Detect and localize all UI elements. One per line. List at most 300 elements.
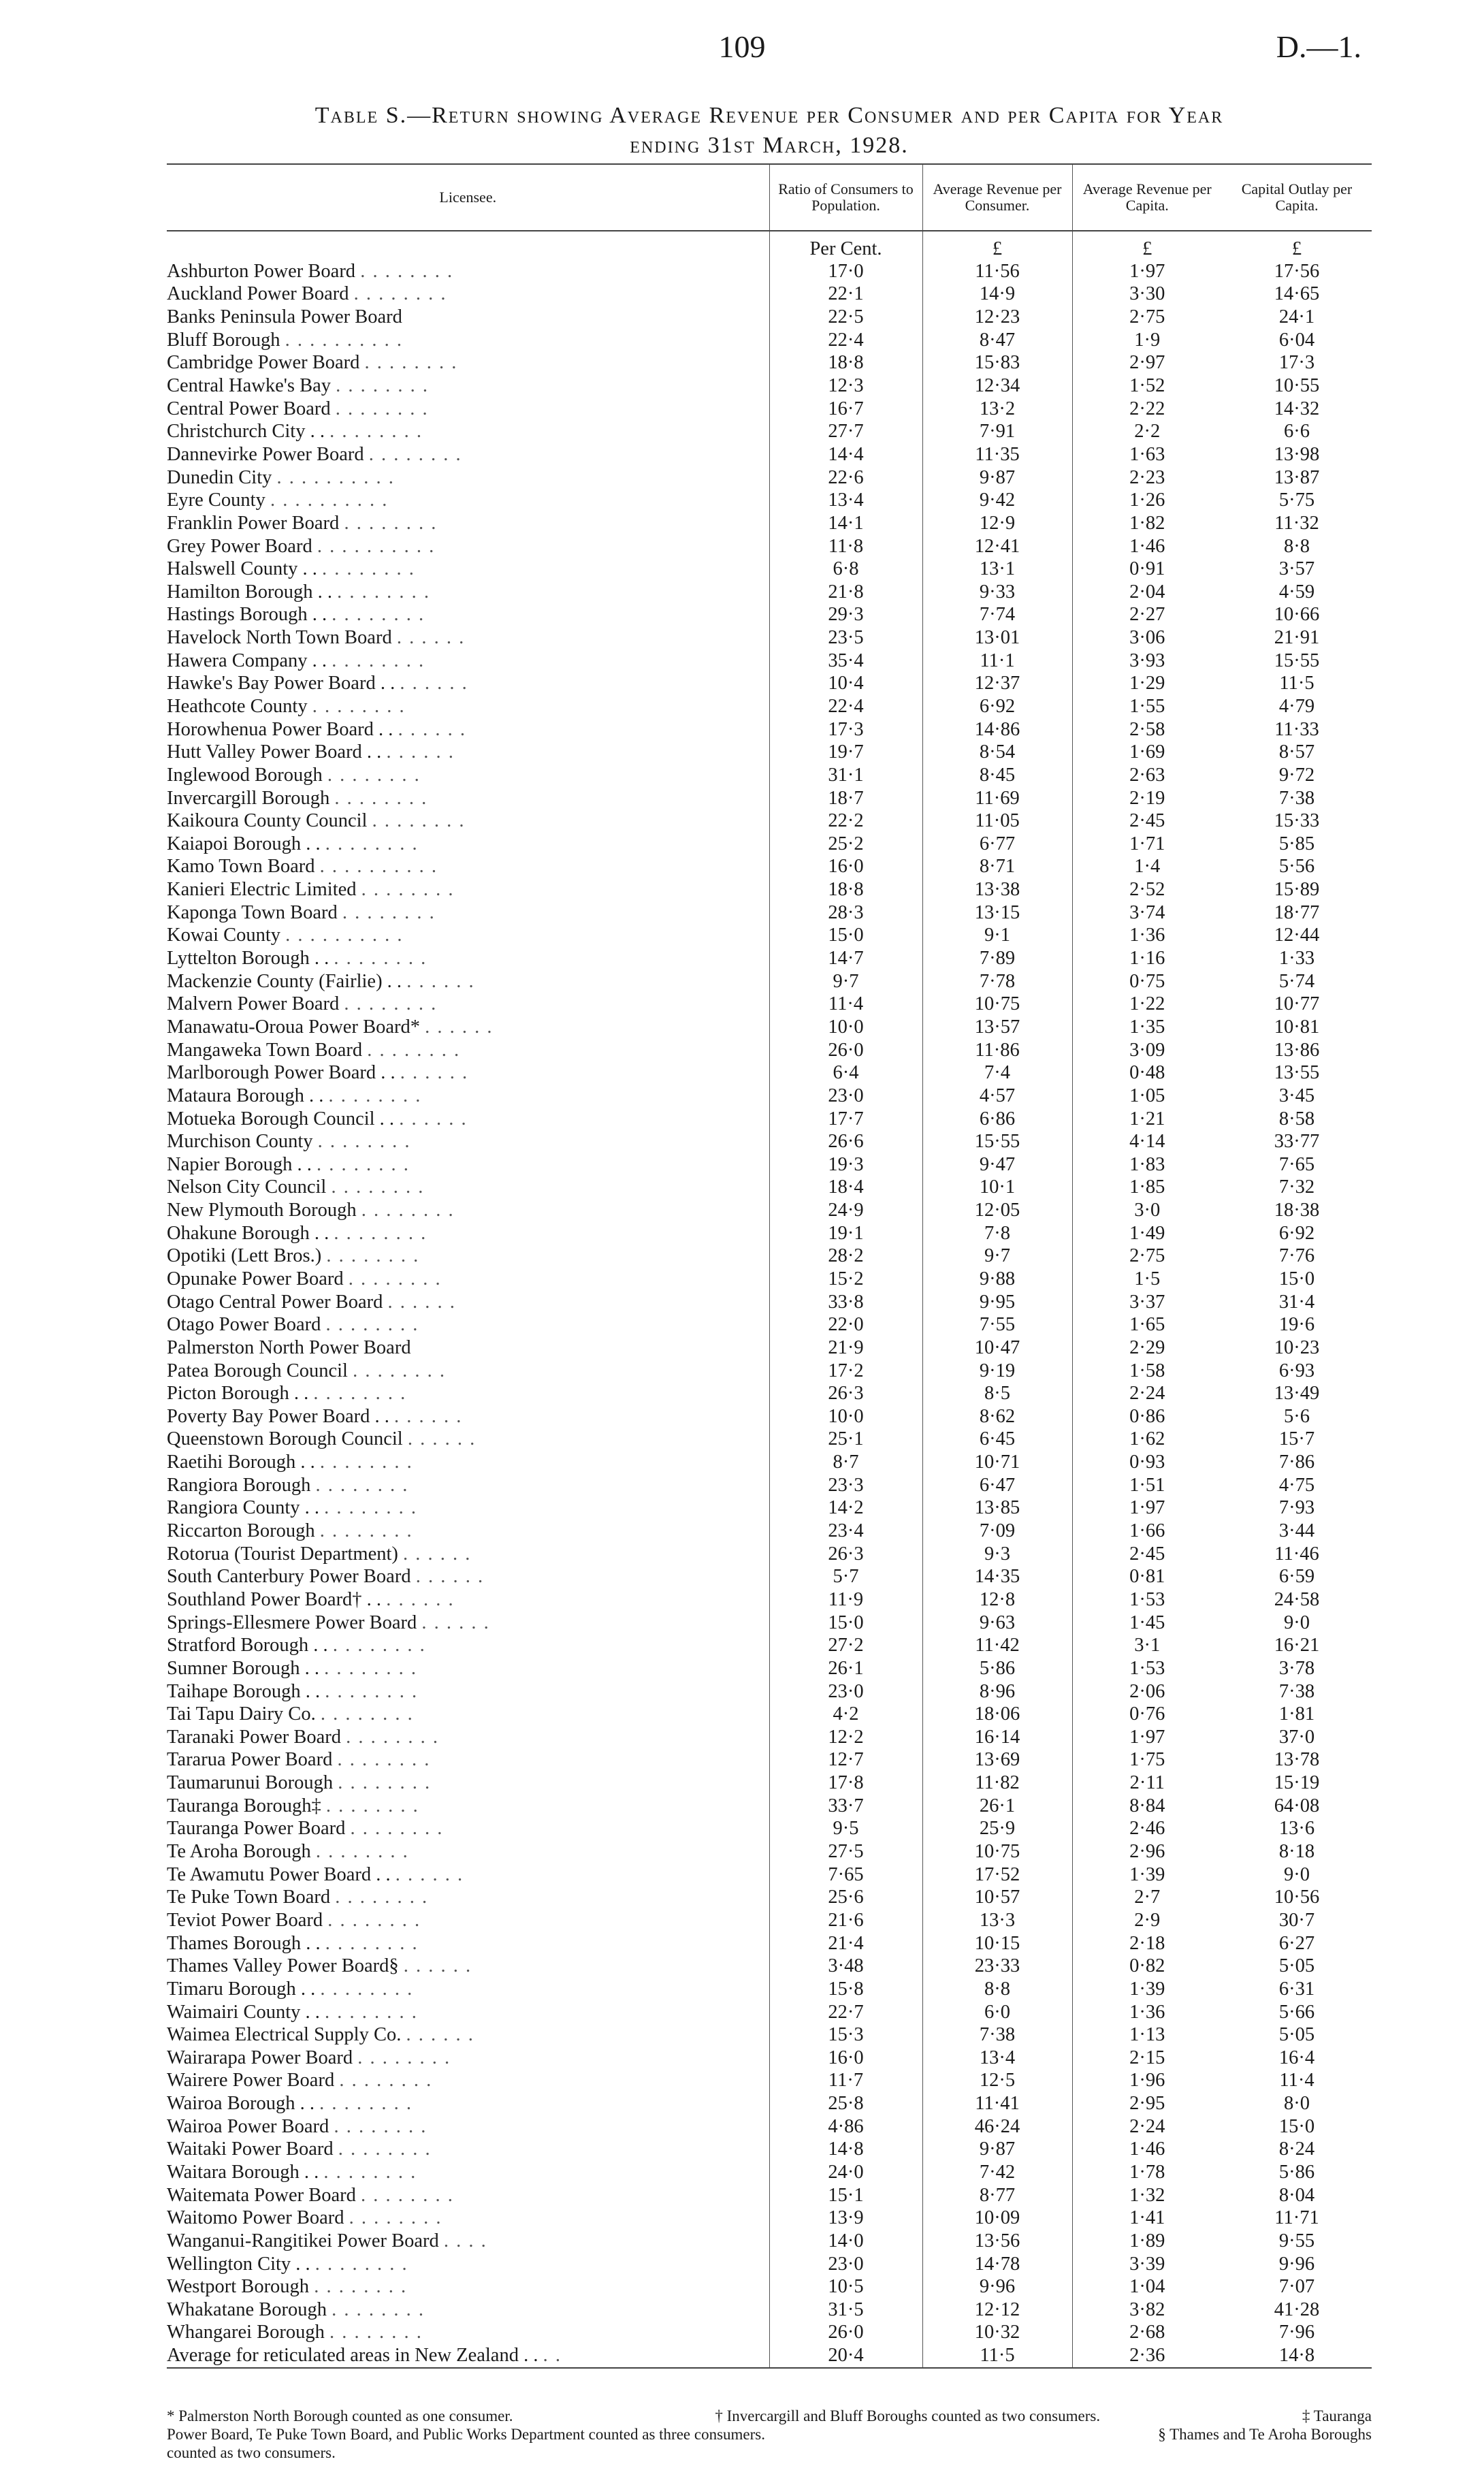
licensee-name: Ashburton Power Board (167, 260, 356, 282)
licensee-name: Kaikoura County Council (167, 810, 368, 832)
revenue-per-capita-cell: 1·63 (1072, 443, 1222, 466)
licensee-name: Wanganui-Rangitikei Power Board (167, 2230, 439, 2251)
licensee-cell (167, 1818, 769, 1841)
capital-outlay-cell: 3·45 (1278, 1085, 1315, 1106)
revenue-per-consumer-cell: 13·01 (922, 626, 1072, 650)
table-row (167, 810, 1372, 833)
licensee-cell (167, 535, 769, 558)
licensee-cell (167, 1474, 769, 1497)
dot-leader: . . . . . . (400, 1062, 469, 1084)
ratio-cell: 19·1 (769, 1222, 922, 1245)
licensee-name: Wellington City . . (167, 2253, 310, 2275)
ratio-cell: 22·4 (769, 695, 922, 718)
ratio-cell: 26·0 (769, 2322, 922, 2345)
table-row (167, 398, 1372, 421)
ratio-cell: 15·2 (769, 1268, 922, 1291)
capital-outlay-cell: 5·85 (1278, 833, 1315, 854)
ratio-cell: 10·0 (769, 1405, 922, 1428)
table-row (167, 1336, 1372, 1360)
capital-outlay-cell: 41·28 (1274, 2298, 1320, 2320)
capital-outlay-cell: 7·76 (1278, 1245, 1315, 1267)
licensee-cell (167, 398, 769, 421)
table-row (167, 2092, 1372, 2115)
dot-leader: . . . . . . . . (312, 695, 406, 717)
table-row (167, 1543, 1372, 1566)
licensee-cell (167, 833, 769, 856)
revenue-per-capita-cell: 1·45 (1072, 1612, 1222, 1635)
revenue-per-consumer-cell: 4·57 (922, 1085, 1072, 1108)
table-row (167, 1726, 1372, 1749)
revenue-per-consumer-cell: 23·33 (922, 1955, 1072, 1978)
dot-leader: . . . . . . . . (327, 1909, 421, 1931)
licensee-name: Inglewood Borough (167, 764, 323, 786)
capital-outlay-cell: 8·58 (1278, 1108, 1315, 1129)
revenue-per-capita-cell: 1·71 (1072, 833, 1222, 856)
licensee-name: Tauranga Power Board (167, 1818, 346, 1840)
capital-outlay-cell: 11·32 (1274, 512, 1319, 534)
ratio-cell: 14·0 (769, 2230, 922, 2253)
licensee-cell (167, 1588, 769, 1612)
revenue-per-capita-cell: 3·74 (1072, 901, 1222, 925)
revenue-per-consumer-cell: 11·1 (922, 650, 1072, 673)
licensee-cell (167, 741, 769, 764)
table-header-row (167, 164, 1372, 231)
licensee-name: Ohakune Borough . . (167, 1222, 329, 1244)
licensee-cell (167, 1382, 769, 1405)
revenue-per-consumer-cell: 6·86 (922, 1108, 1072, 1131)
average-row (167, 2344, 1372, 2368)
footnote-section: § Thames and Te Aroha Boroughs (1158, 2426, 1372, 2443)
table-row (167, 443, 1372, 466)
revenue-per-consumer-cell: 11·82 (922, 1772, 1072, 1795)
revenue-per-capita-cell: 1·13 (1072, 2023, 1222, 2047)
licensee-cell (167, 2001, 769, 2024)
revenue-per-consumer-cell: 14·78 (922, 2253, 1072, 2276)
licensee-cell (167, 1795, 769, 1818)
revenue-per-capita-cell: 1·97 (1072, 260, 1222, 283)
dot-leader: . . . . . . (403, 1543, 472, 1565)
dot-leader: . . . . . . (425, 1016, 494, 1038)
table-row (167, 741, 1372, 764)
licensee-name: Riccarton Borough (167, 1520, 315, 1542)
licensee-name: Mackenzie County (Fairlie) . . (167, 970, 402, 992)
licensee-name: Te Puke Town Board (167, 1887, 331, 1908)
capital-outlay-cell: 5·66 (1278, 2001, 1315, 2023)
units-row (167, 231, 1372, 260)
licensee-cell (167, 1680, 769, 1703)
capital-outlay-cell: 5·86 (1278, 2161, 1315, 2183)
capital-outlay-cell: 11·5 (1279, 673, 1314, 694)
unit-pound: £ (1291, 238, 1302, 259)
table-title-line-2: ending 31st March, 1928. (630, 133, 909, 158)
ratio-cell: 14·2 (769, 1497, 922, 1520)
table-row (167, 558, 1372, 581)
table-row (167, 489, 1372, 512)
revenue-per-capita-cell: 2·9 (1072, 1909, 1222, 1932)
dot-leader: . . . . . . . . (328, 1085, 422, 1106)
table-row (167, 1130, 1372, 1153)
revenue-per-consumer-cell: 10·47 (922, 1336, 1072, 1360)
licensee-cell (167, 283, 769, 306)
table-row (167, 1108, 1372, 1131)
licensee-cell (167, 901, 769, 925)
licensee-cell (167, 1108, 769, 1131)
table-row (167, 1428, 1372, 1452)
revenue-per-consumer-cell: 11·05 (922, 810, 1072, 833)
licensee-name: Lyttelton Borough . . (167, 948, 329, 969)
ratio-cell: 31·1 (769, 764, 922, 787)
capital-outlay-cell: 5·74 (1278, 970, 1315, 992)
revenue-per-capita-cell: 2·45 (1072, 1543, 1222, 1566)
revenue-per-capita-cell: 1·36 (1072, 2001, 1222, 2024)
ratio-cell: 26·3 (769, 1382, 922, 1405)
licensee-name: Wairarapa Power Board (167, 2047, 353, 2068)
table-row (167, 420, 1372, 443)
capital-outlay-cell: 8·04 (1278, 2184, 1315, 2206)
revenue-per-capita-cell: 3·09 (1072, 1039, 1222, 1062)
table-row (167, 1840, 1372, 1863)
licensee-cell (167, 1039, 769, 1062)
table-row (167, 1085, 1372, 1108)
licensee-name: Cambridge Power Board (167, 352, 360, 374)
table-row (167, 2298, 1372, 2322)
table-row (167, 764, 1372, 787)
table-row (167, 1634, 1372, 1657)
licensee-cell (167, 1612, 769, 1635)
revenue-per-capita-cell: 1·52 (1072, 374, 1222, 398)
revenue-per-consumer-cell: 10·71 (922, 1451, 1072, 1474)
licensee-name: Hawke's Bay Power Board . . (167, 673, 396, 694)
licensee-name: Queenstown Borough Council (167, 1428, 403, 1450)
capital-outlay-cell: 7·65 (1278, 1153, 1315, 1175)
licensee-name: Mangaweka Town Board (167, 1039, 363, 1061)
revenue-per-consumer-cell: 7·38 (922, 2023, 1072, 2047)
capital-outlay-cell: 7·96 (1278, 2322, 1315, 2343)
licensee-name: Poverty Bay Power Board . . (167, 1405, 389, 1427)
licensee-cell (167, 1085, 769, 1108)
revenue-per-consumer-cell: 13·2 (922, 398, 1072, 421)
revenue-per-consumer-cell: 9·87 (922, 2138, 1072, 2162)
capital-outlay-cell: 8·0 (1284, 2093, 1310, 2115)
revenue-per-consumer-cell: 7·91 (922, 420, 1072, 443)
table-row (167, 1405, 1372, 1428)
column-header-revenue-per-capita: Average Revenue per Capita. (1072, 164, 1222, 231)
licensee-cell (167, 718, 769, 741)
capital-outlay-cell: 9·96 (1278, 2253, 1315, 2275)
revenue-per-consumer-cell: 8·54 (922, 741, 1072, 764)
capital-outlay-cell: 5·56 (1278, 856, 1315, 878)
capital-outlay-cell: 31·4 (1278, 1291, 1315, 1313)
revenue-per-consumer-cell: 8·45 (922, 764, 1072, 787)
ratio-cell: 23·0 (769, 1085, 922, 1108)
table-row (167, 329, 1372, 352)
licensee-name: Waitaki Power Board (167, 2138, 334, 2160)
revenue-per-consumer-cell: 10·32 (922, 2322, 1072, 2345)
revenue-per-consumer-cell: 12·41 (922, 535, 1072, 558)
licensee-name: Timaru Borough . . (167, 1978, 316, 2000)
licensee-name: Central Power Board (167, 398, 331, 419)
licensee-cell (167, 2275, 769, 2298)
licensee-cell (167, 1016, 769, 1039)
licensee-name: Murchison County (167, 1131, 313, 1153)
ratio-cell: 17·8 (769, 1772, 922, 1795)
dot-leader: . . . . . . . . (353, 283, 447, 305)
licensee-name: Horowhenua Power Board . . (167, 718, 393, 740)
revenue-per-capita-cell: 1·53 (1072, 1588, 1222, 1612)
licensee-cell (167, 1291, 769, 1314)
revenue-per-consumer-cell: 7·8 (922, 1222, 1072, 1245)
table-row (167, 352, 1372, 375)
licensee-name: Nelson City Council (167, 1176, 327, 1198)
ratio-cell: 14·7 (769, 947, 922, 970)
capital-outlay-cell: 11·46 (1274, 1543, 1319, 1565)
licensee-name: Auckland Power Board (167, 283, 349, 305)
licensee-name: Waimairi County . . (167, 2001, 320, 2023)
licensee-cell (167, 947, 769, 970)
ratio-cell: 22·5 (769, 306, 922, 329)
ratio-cell: 33·8 (769, 1291, 922, 1314)
capital-outlay-cell: 13·55 (1274, 1062, 1320, 1084)
table-row (167, 2207, 1372, 2230)
revenue-per-capita-cell: 2·58 (1072, 718, 1222, 741)
licensee-cell (167, 2092, 769, 2115)
capital-outlay-cell: 10·56 (1274, 1887, 1320, 1908)
licensee-cell (167, 1863, 769, 1887)
revenue-per-capita-cell: 2·24 (1072, 1382, 1222, 1405)
table-row (167, 878, 1372, 901)
dot-leader: . . . . . . . . (334, 948, 428, 969)
capital-outlay-cell: 6·27 (1278, 1932, 1315, 1954)
capital-outlay-cell: 9·72 (1278, 764, 1315, 786)
revenue-per-capita-cell: 1·22 (1072, 993, 1222, 1016)
revenue-per-consumer-cell: 6·47 (922, 1474, 1072, 1497)
table-row (167, 1772, 1372, 1795)
table-row (167, 1199, 1372, 1222)
dot-leader: . . . . . . . . (323, 2161, 417, 2183)
dot-leader: . . . . . . . . (342, 901, 436, 923)
document-reference: D.—1. (1276, 29, 1361, 64)
table-row (167, 260, 1372, 283)
ratio-cell: 21·6 (769, 1909, 922, 1932)
licensee-name: Invercargill Borough (167, 787, 330, 809)
licensee-cell (167, 604, 769, 627)
ratio-cell: 9·7 (769, 970, 922, 993)
licensee-cell (167, 306, 769, 329)
dot-leader: . . . . . . . . (334, 787, 428, 809)
page-number: 109 (718, 29, 766, 64)
capital-outlay-cell: 33·77 (1274, 1131, 1320, 1153)
revenue-per-capita-cell: 1·39 (1072, 1863, 1222, 1887)
licensee-name: Wairere Power Board (167, 2070, 335, 2092)
ratio-cell: 26·3 (769, 1543, 922, 1566)
revenue-per-consumer-cell: 10·75 (922, 993, 1072, 1016)
licensee-name: Patea Borough Council (167, 1360, 348, 1381)
licensee-name: Grey Power Board (167, 535, 312, 557)
capital-outlay-cell: 14·65 (1274, 283, 1320, 305)
revenue-per-consumer-cell: 9·19 (922, 1360, 1072, 1383)
revenue-per-consumer-cell: 6·0 (922, 2001, 1072, 2024)
unit-pound: £ (922, 231, 1072, 260)
revenue-per-capita-cell: 0·76 (1072, 1703, 1222, 1726)
ratio-cell: 4·2 (769, 1703, 922, 1726)
revenue-per-consumer-cell: 13·69 (922, 1749, 1072, 1772)
dot-leader: . . . . . . . . (325, 1932, 419, 1954)
revenue-per-capita-cell: 1·26 (1072, 489, 1222, 512)
revenue-table (167, 163, 1372, 2369)
licensee-name: Heathcote County (167, 695, 308, 717)
licensee-cell (167, 1978, 769, 2001)
licensee-name: Waitomo Power Board (167, 2207, 344, 2229)
capital-outlay-cell: 13·87 (1274, 466, 1320, 488)
licensee-name: Franklin Power Board (167, 512, 340, 534)
licensee-cell (167, 581, 769, 604)
licensee-name: Motueka Borough Council . . (167, 1108, 395, 1129)
revenue-per-capita-cell: 1·9 (1072, 329, 1222, 352)
revenue-per-capita-cell: 3·1 (1072, 1634, 1222, 1657)
capital-outlay-cell: 11·4 (1279, 2070, 1314, 2092)
licensee-name: Waitemata Power Board (167, 2184, 356, 2206)
licensee-cell (167, 1497, 769, 1520)
dot-leader: . . . . . . (398, 718, 466, 740)
licensee-cell (167, 1657, 769, 1680)
dot-leader: . . . . . . . . (324, 1497, 418, 1519)
table-row (167, 512, 1372, 535)
revenue-per-consumer-cell: 9·3 (922, 1543, 1072, 1566)
dot-leader: . . . . . . . . (331, 1176, 425, 1198)
licensee-cell (167, 650, 769, 673)
revenue-per-consumer-cell: 7·42 (922, 2161, 1072, 2184)
licensee-cell (167, 558, 769, 581)
ratio-cell: 27·2 (769, 1634, 922, 1657)
licensee-name: Wairoa Borough . . (167, 2093, 314, 2115)
dot-leader: . . . . . . . . (332, 650, 425, 671)
capital-outlay-cell: 7·32 (1278, 1176, 1315, 1198)
revenue-per-capita-cell: 2·7 (1072, 1886, 1222, 1909)
licensee-cell (167, 695, 769, 718)
revenue-per-capita-cell: 1·04 (1072, 2275, 1222, 2298)
ratio-cell: 28·3 (769, 901, 922, 925)
ratio-cell: 13·9 (769, 2207, 922, 2230)
revenue-per-capita-cell: 0·82 (1072, 1955, 1222, 1978)
table-row (167, 2161, 1372, 2184)
licensee-name: Manawatu-Oroua Power Board* (167, 1016, 420, 1038)
ratio-cell: 24·9 (769, 1199, 922, 1222)
ratio-cell: 12·3 (769, 374, 922, 398)
revenue-per-consumer-cell: 6·92 (922, 695, 1072, 718)
revenue-per-capita-cell: 1·97 (1072, 1497, 1222, 1520)
ratio-cell: 15·3 (769, 2023, 922, 2047)
ratio-cell: 10·5 (769, 2275, 922, 2298)
licensee-name: Springs-Ellesmere Power Board (167, 1612, 417, 1633)
revenue-per-capita-cell: 2·46 (1072, 1818, 1222, 1841)
table-row (167, 833, 1372, 856)
licensee-cell (167, 1886, 769, 1909)
revenue-per-capita-cell: 1·51 (1072, 1474, 1222, 1497)
revenue-per-capita-cell: 1·66 (1072, 1520, 1222, 1543)
table-row (167, 283, 1372, 306)
dot-leader: . . . . . . . . (344, 993, 438, 1015)
licensee-name: Sumner Borough . . (167, 1657, 320, 1679)
capital-outlay-cell: 64·08 (1274, 1795, 1320, 1816)
revenue-per-capita-cell: 2·96 (1072, 1840, 1222, 1863)
table-row (167, 1016, 1372, 1039)
capital-outlay-cell: 4·79 (1278, 695, 1315, 717)
ratio-cell: 23·5 (769, 626, 922, 650)
capital-outlay-cell: 13·49 (1274, 1383, 1320, 1405)
table-row (167, 1039, 1372, 1062)
ratio-cell: 23·0 (769, 2253, 922, 2276)
ratio-cell: 25·8 (769, 2092, 922, 2115)
ratio-cell: 5·7 (769, 1566, 922, 1589)
dot-leader: . . . . . . . . (325, 2001, 418, 2023)
capital-outlay-cell: 4·59 (1278, 581, 1315, 603)
licensee-cell (167, 1520, 769, 1543)
licensee-cell (167, 2184, 769, 2207)
table-row (167, 1360, 1372, 1383)
dot-leader: . . . . . . . . (325, 1680, 419, 1702)
capital-outlay-cell: 7·38 (1278, 1680, 1315, 1702)
table-row (167, 604, 1372, 627)
dot-leader: . . . . . . . . (329, 2322, 423, 2343)
table-row (167, 856, 1372, 879)
ratio-cell: 8·7 (769, 1451, 922, 1474)
licensee-cell (167, 787, 769, 810)
capital-outlay-cell: 15·0 (1278, 1268, 1315, 1289)
capital-outlay-cell: 15·19 (1274, 1772, 1320, 1794)
revenue-per-capita-cell: 1·05 (1072, 1085, 1222, 1108)
revenue-per-capita-cell: 2·27 (1072, 604, 1222, 627)
licensee-cell (167, 1955, 769, 1978)
licensee-cell (167, 1543, 769, 1566)
dot-leader: . . . . . . . . . . (285, 329, 404, 351)
revenue-per-capita-cell: 2·04 (1072, 581, 1222, 604)
licensee-cell (167, 1336, 769, 1360)
table-row (167, 718, 1372, 741)
revenue-per-consumer-cell: 25·9 (922, 1818, 1072, 1841)
dot-leader: . . . . . . . . (361, 879, 455, 901)
capital-outlay-cell: 37·0 (1278, 1726, 1315, 1748)
dot-leader: . . . . (443, 2230, 487, 2251)
revenue-per-capita-cell: 1·29 (1072, 673, 1222, 696)
capital-outlay-cell: 8·18 (1278, 1841, 1315, 1863)
capital-outlay-cell: 14·8 (1222, 2344, 1372, 2368)
table-row (167, 1680, 1372, 1703)
revenue-per-capita-cell: 1·96 (1072, 2070, 1222, 2093)
revenue-per-consumer-cell: 9·63 (922, 1612, 1072, 1635)
licensee-cell (167, 626, 769, 650)
revenue-per-consumer-cell: 10·57 (922, 1886, 1072, 1909)
licensee-cell (167, 374, 769, 398)
revenue-per-capita-cell: 3·82 (1072, 2298, 1222, 2322)
revenue-per-consumer-cell: 14·86 (922, 718, 1072, 741)
licensee-name: Westport Borough (167, 2276, 310, 2298)
revenue-per-capita-cell: 1·32 (1072, 2184, 1222, 2207)
licensee-name: Napier Borough . . (167, 1153, 312, 1175)
capital-outlay-cell: 6·59 (1278, 1566, 1315, 1588)
licensee-cell (167, 1268, 769, 1291)
licensee-name: Eyre County (167, 490, 265, 511)
dot-leader: . . . . . . . . (335, 1887, 429, 1908)
ratio-cell: 12·7 (769, 1749, 922, 1772)
table-row (167, 1703, 1372, 1726)
capital-outlay-cell: 15·55 (1274, 650, 1320, 671)
dot-leader: . . . . . . . . (334, 2115, 428, 2137)
dot-leader: . . . . . . . . (314, 2253, 408, 2275)
revenue-per-consumer-cell: 12·5 (922, 2070, 1072, 2093)
licensee-name: Rangiora County . . (167, 1497, 320, 1519)
revenue-per-capita-cell: 2·11 (1072, 1772, 1222, 1795)
revenue-per-capita-cell: 2·22 (1072, 398, 1222, 421)
